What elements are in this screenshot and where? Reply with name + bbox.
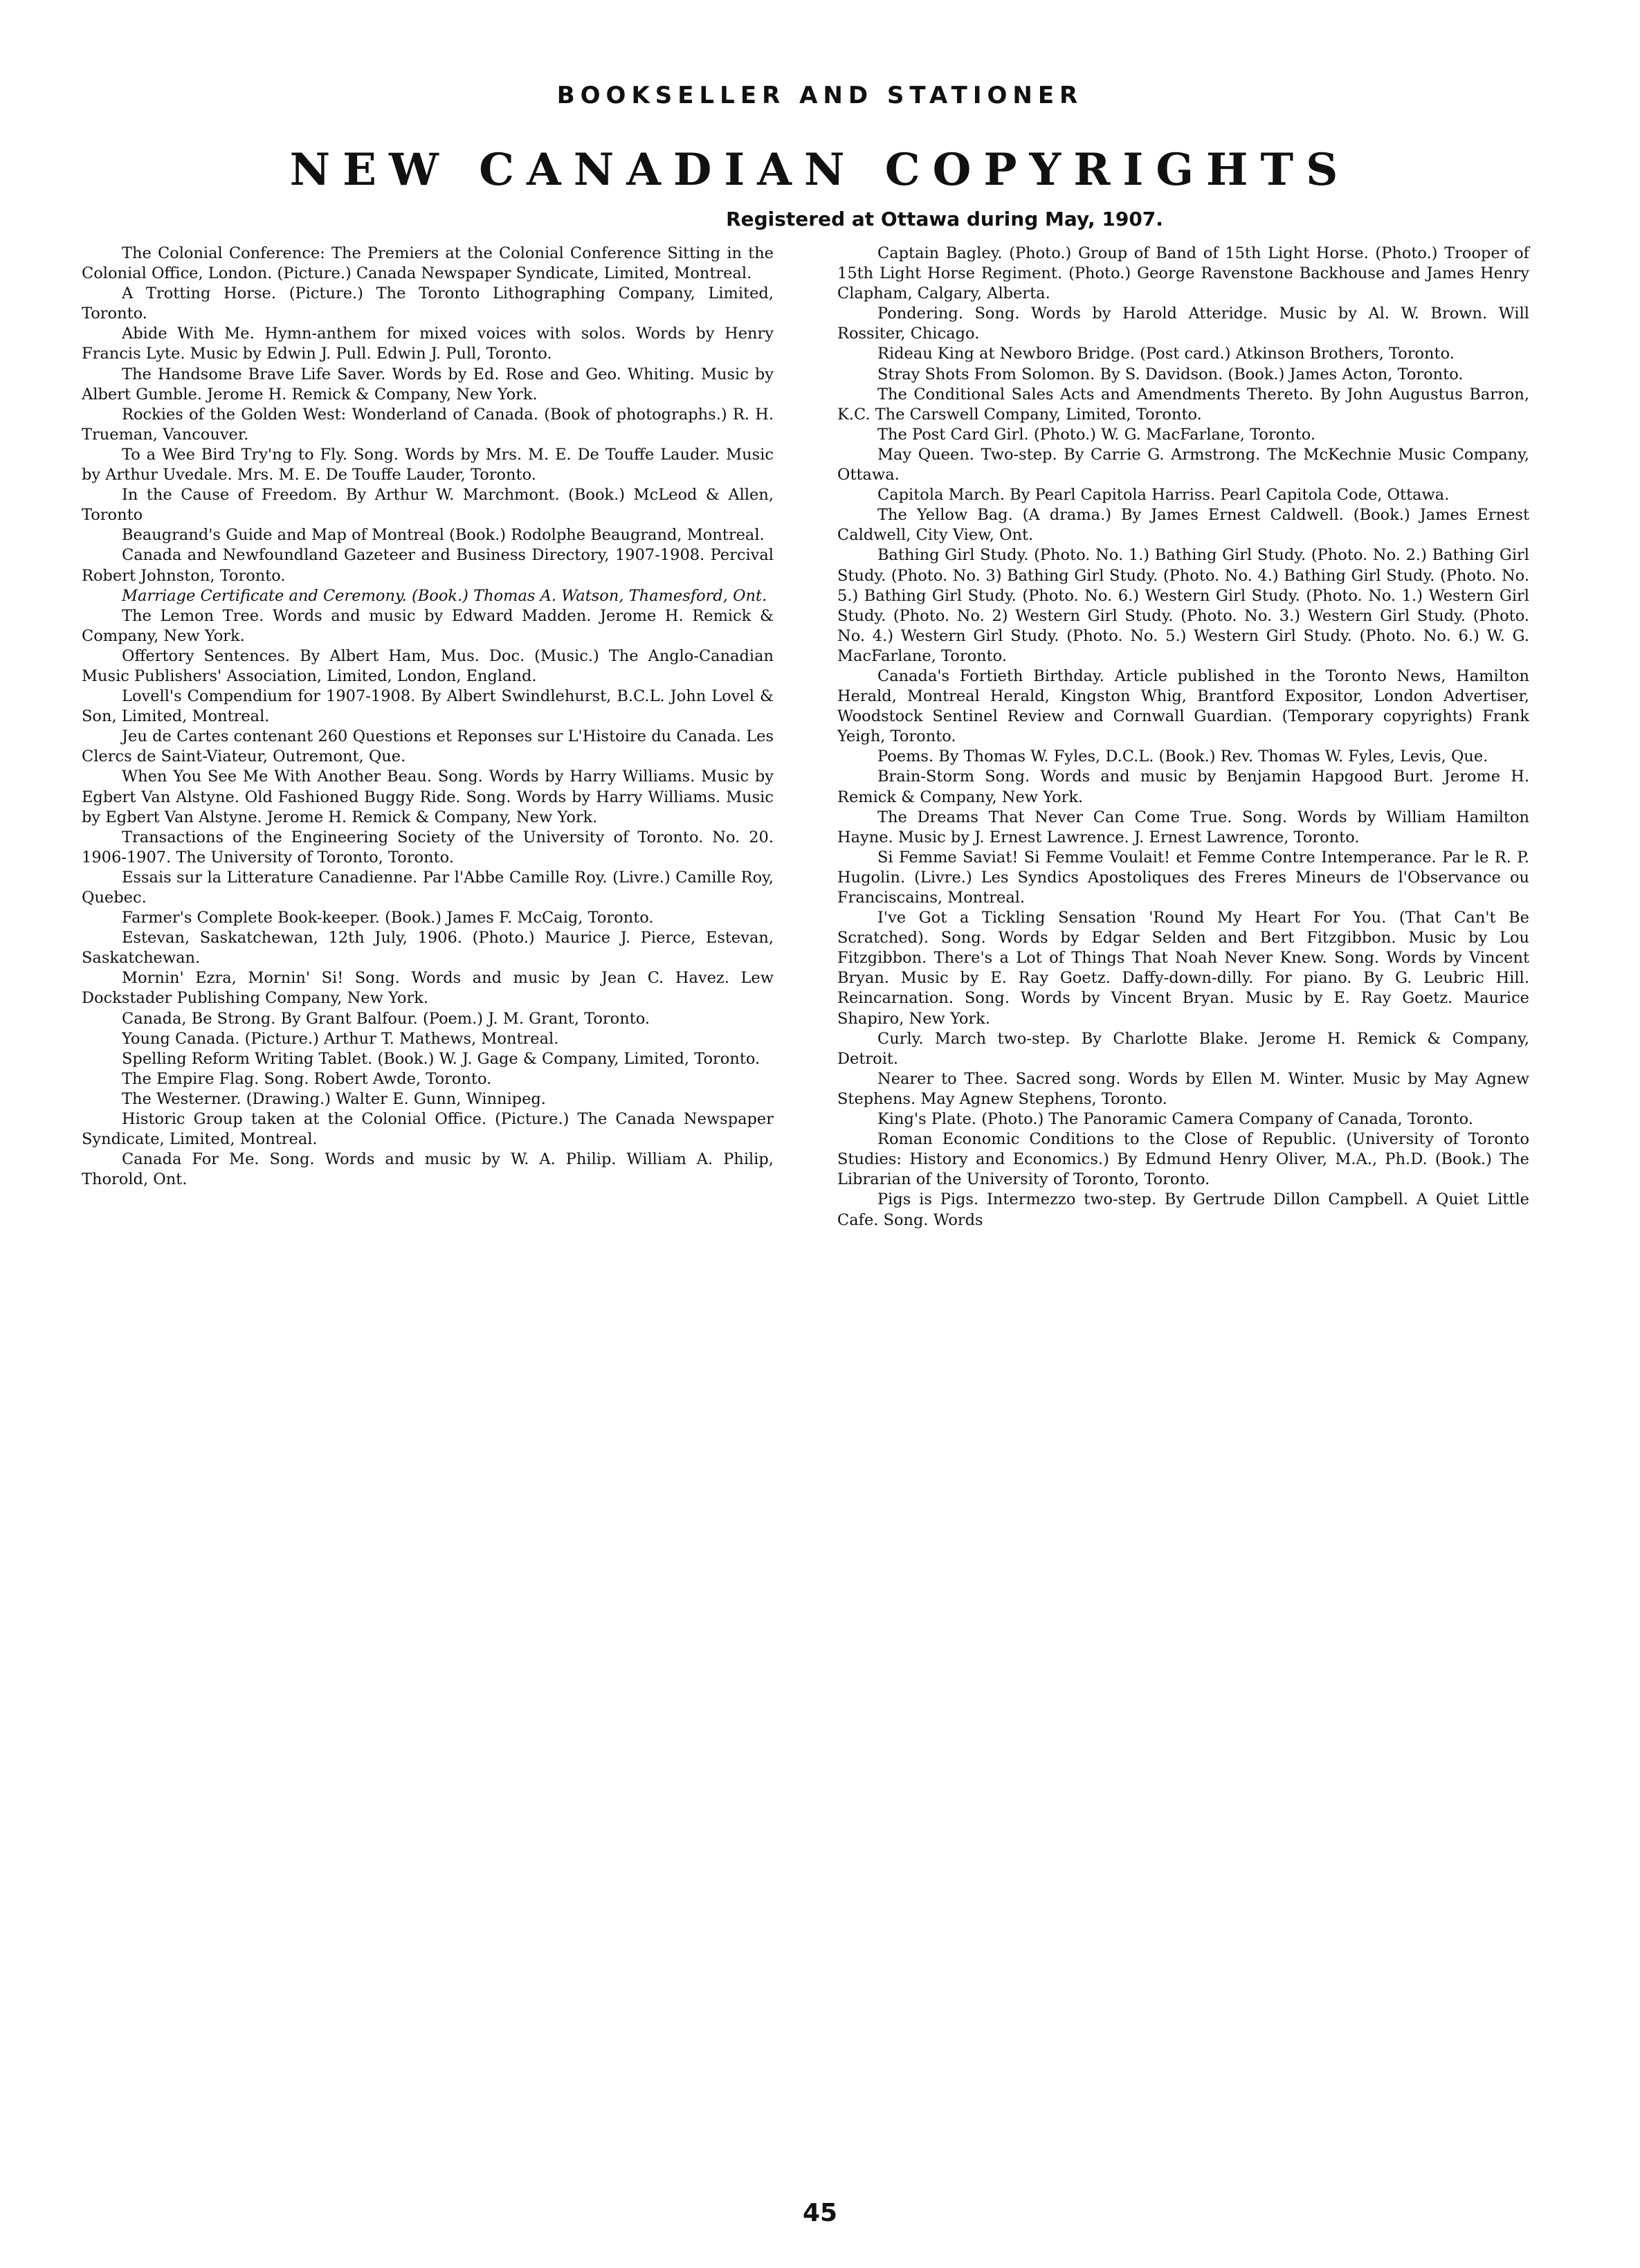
copyright-entry: Transactions of the Engineering Society of the University of Toronto. No. 20. 1906-1907. The University of Toronto, Toronto. — [82, 828, 774, 867]
copyright-entry: Lovell's Compendium for 1907-1908. By Albert Swindlehurst, B.C.L. John Lovel & Son, Limited, Montreal. — [82, 687, 774, 726]
copyright-entry: The Lemon Tree. Words and music by Edward Madden. Jerome H. Remick & Company, New York. — [82, 606, 774, 645]
left-column — [82, 244, 774, 1190]
copyright-entry: Canada and Newfoundland Gazeteer and Business Directory, 1907-1908. Percival Robert Johnston, Toronto. — [82, 546, 774, 585]
copyright-entry: The Yellow Bag. (A drama.) By James Ernest Caldwell. (Book.) James Ernest Caldwell, City View, Ont. — [837, 506, 1529, 545]
copyright-entry: Bathing Girl Study. (Photo. No. 1.) Bathing Girl Study. (Photo. No. 2.) Bathing Girl Study. (Photo. No. 3) Bathing Girl Study. (Photo. No. 4.) Bathing Girl Study. (Photo. No. 5.) Bathing Girl Study. (Photo. No. 6.) Western Girl Study. (Photo. No. 1.) Western Girl Study. (Photo. No. 2) Western Girl Study. (Photo. No. 3.) Western Girl Study. (Photo. No. 4.) Western Girl Study. (Photo. No. 5.) Western Girl Study. (Photo. No. 6.) W. G. MacFarlane, Toronto. — [837, 546, 1529, 665]
copyright-entry: Essais sur la Litterature Canadienne. Par l'Abbe Camille Roy. (Livre.) Camille Roy, Quebec. — [82, 868, 774, 907]
copyright-entry: Estevan, Saskatchewan, 12th July, 1906. (Photo.) Maurice J. Pierce, Estevan, Saskatchewan. — [82, 929, 774, 968]
copyright-entry: Rideau King at Newboro Bridge. (Post card.) Atkinson Brothers, Toronto. — [877, 345, 1455, 363]
right-column — [837, 244, 1529, 1231]
copyright-entry: Stray Shots From Solomon. By S. Davidson. (Book.) James Acton, Toronto. — [877, 365, 1464, 383]
copyright-entry: Marriage Certificate and Ceremony. (Book.) Thomas A. Watson, Thamesford, Ont. — [122, 586, 767, 605]
page-number: 45 — [802, 2199, 838, 2227]
copyright-entry: Historic Group taken at the Colonial Office. (Picture.) The Canada Newspaper Syndicate, Limited, Montreal. — [82, 1110, 774, 1149]
copyright-entry: Capitola March. By Pearl Capitola Harriss. Pearl Capitola Code, Ottawa. — [877, 486, 1450, 505]
copyright-entry: A Trotting Horse. (Picture.) The Toronto Lithographing Company, Limited, Toronto. — [82, 284, 774, 323]
copyright-entry: Pigs is Pigs. Intermezzo two-step. By Gertrude Dillon Campbell. A Quiet Little Cafe. Song. Words — [837, 1190, 1529, 1229]
copyright-entry: The Colonial Conference: The Premiers at the Colonial Conference Sitting in the Colonial Office, London. (Picture.) Canada Newspaper Syndicate, Limited, Montreal. — [82, 244, 774, 283]
copyright-entry: The Empire Flag. Song. Robert Awde, Toronto. — [122, 1069, 492, 1088]
copyright-entry: Canada, Be Strong. By Grant Balfour. (Poem.) J. M. Grant, Toronto. — [122, 1009, 650, 1028]
copyright-entry: The Post Card Girl. (Photo.) W. G. MacFarlane, Toronto. — [877, 425, 1316, 444]
copyright-entry: Farmer's Complete Book-keeper. (Book.) James F. McCaig, Toronto. — [122, 909, 654, 927]
copyright-entry: Roman Economic Conditions to the Close of Republic. (University of Toronto Studies: History and Economics.) By Edmund Henry Oliver, M.A., Ph.D. (Book.) The Librarian of the University of Toronto, Toronto. — [837, 1130, 1529, 1189]
copyright-entry: Mornin' Ezra, Mornin' Si! Song. Words and music by Jean C. Havez. Lew Dockstader Publishing Company, New York. — [82, 969, 774, 1008]
copyright-entry: When You See Me With Another Beau. Song. Words by Harry Williams. Music by Egbert Van Alstyne. Old Fashioned Buggy Ride. Song. Words by Harry Williams. Music by Egbert Van Alstyne. Jerome H. Remick & Company, New York. — [82, 768, 774, 826]
copyright-entry: Brain-Storm Song. Words and music by Benjamin Hapgood Burt. Jerome H. Remick & Company, New York. — [837, 768, 1529, 806]
copyright-entry: Young Canada. (Picture.) Arthur T. Mathews, Montreal. — [122, 1029, 559, 1048]
copyright-entry: Canada's Fortieth Birthday. Article published in the Toronto News, Hamilton Herald, Montreal Herald, Kingston Whig, Brantford Expositor, London Advertiser, Woodstock Sentinel Review and Cornwall Guardian. (Temporary copyrights) Frank Yeigh, Toronto. — [837, 666, 1529, 746]
copyright-entry: The Dreams That Never Can Come True. Song. Words by William Hamilton Hayne. Music by J. Ernest Lawrence. J. Ernest Lawrence, Toronto. — [837, 808, 1529, 846]
copyright-entry: Rockies of the Golden West: Wonderland of Canada. (Book of photographs.) R. H. Trueman, Vancouver. — [82, 405, 774, 444]
copyright-entry: Abide With Me. Hymn-anthem for mixed voices with solos. Words by Henry Francis Lyte. Music by Edwin J. Pull. Edwin J. Pull, Toronto. — [82, 325, 774, 363]
copyright-entry: In the Cause of Freedom. By Arthur W. Marchmont. (Book.) McLeod & Allen, Toronto — [82, 486, 774, 525]
page-title: NEW CANADIAN COPYRIGHTS — [289, 144, 1351, 196]
copyright-entry: Beaugrand's Guide and Map of Montreal (Book.) Rodolphe Beaugrand, Montreal. — [122, 526, 765, 545]
copyright-entry: The Handsome Brave Life Saver. Words by Ed. Rose and Geo. Whiting. Music by Albert Gumble. Jerome H. Remick & Company, New York. — [82, 365, 774, 403]
copyright-entry: The Westerner. (Drawing.) Walter E. Gunn, Winnipeg. — [122, 1089, 546, 1108]
running-head: BOOKSELLER AND STATIONER — [556, 82, 1084, 109]
copyright-entry: Jeu de Cartes contenant 260 Questions et Reponses sur L'Histoire du Canada. Les Clercs de Saint-Viateur, Outremont, Que. — [82, 727, 774, 766]
copyright-entry: May Queen. Two-step. By Carrie G. Armstrong. The McKechnie Music Company, Ottawa. — [837, 445, 1529, 484]
copyright-entry: The Conditional Sales Acts and Amendments Thereto. By John Augustus Barron, K.C. The Carswell Company, Limited, Toronto. — [837, 385, 1529, 424]
copyright-entry: Curly. March two-step. By Charlotte Blake. Jerome H. Remick & Company, Detroit. — [837, 1029, 1529, 1068]
copyright-entry: Poems. By Thomas W. Fyles, D.C.L. (Book.) Rev. Thomas W. Fyles, Levis, Que. — [877, 747, 1488, 766]
copyright-entry: Si Femme Saviat! Si Femme Voulait! et Femme Contre Intemperance. Par le R. P. Hugolin. (Livre.) Les Syndics Apostoliques des Freres Mineurs de l'Observance ou Franciscains, Montreal. — [837, 848, 1529, 907]
copyright-entry: Spelling Reform Writing Tablet. (Book.) W. J. Gage & Company, Limited, Toronto. — [122, 1049, 760, 1068]
copyright-entry: Nearer to Thee. Sacred song. Words by Ellen M. Winter. Music by May Agnew Stephens. May Agnew Stephens, Toronto. — [837, 1069, 1529, 1108]
copyright-entry: Canada For Me. Song. Words and music by W. A. Philip. William A. Philip, Thorold, Ont. — [82, 1150, 774, 1189]
page-subtitle: Registered at Ottawa during May, 1907. — [726, 208, 1163, 230]
copyright-entry: Pondering. Song. Words by Harold Atteridge. Music by Al. W. Brown. Will Rossiter, Chicago. — [837, 305, 1529, 343]
copyright-entry: Captain Bagley. (Photo.) Group of Band of 15th Light Horse. (Photo.) Trooper of 15th Light Horse Regiment. (Photo.) George Ravenstone Backhouse and James Henry Clapham, Calgary, Alberta. — [837, 244, 1529, 303]
copyright-entry: King's Plate. (Photo.) The Panoramic Camera Company of Canada, Toronto. — [877, 1110, 1473, 1129]
copyright-entry: I've Got a Tickling Sensation 'Round My Heart For You. (That Can't Be Scratched). Song. Words by Edgar Selden and Bert Fitzgibbon. Music by Lou Fitzgibbon. There's a Lot of Things That Noah Never Knew. Song. Words by Vincent Bryan. Music by E. Ray Goetz. Daffy-down-dilly. For piano. By G. Leubric Hill. Reincarnation. Song. Words by Vincent Bryan. Music by E. Ray Goetz. Maurice Shapiro, New York. — [837, 909, 1529, 1028]
copyright-entry: To a Wee Bird Try'ng to Fly. Song. Words by Mrs. M. E. De Touffe Lauder. Music by Arthur Uvedale. Mrs. M. E. De Touffe Lauder, Toronto. — [82, 445, 774, 484]
copyright-entry: Offertory Sentences. By Albert Ham, Mus. Doc. (Music.) The Anglo-Canadian Music Publishers' Association, Limited, London, England. — [82, 646, 774, 685]
